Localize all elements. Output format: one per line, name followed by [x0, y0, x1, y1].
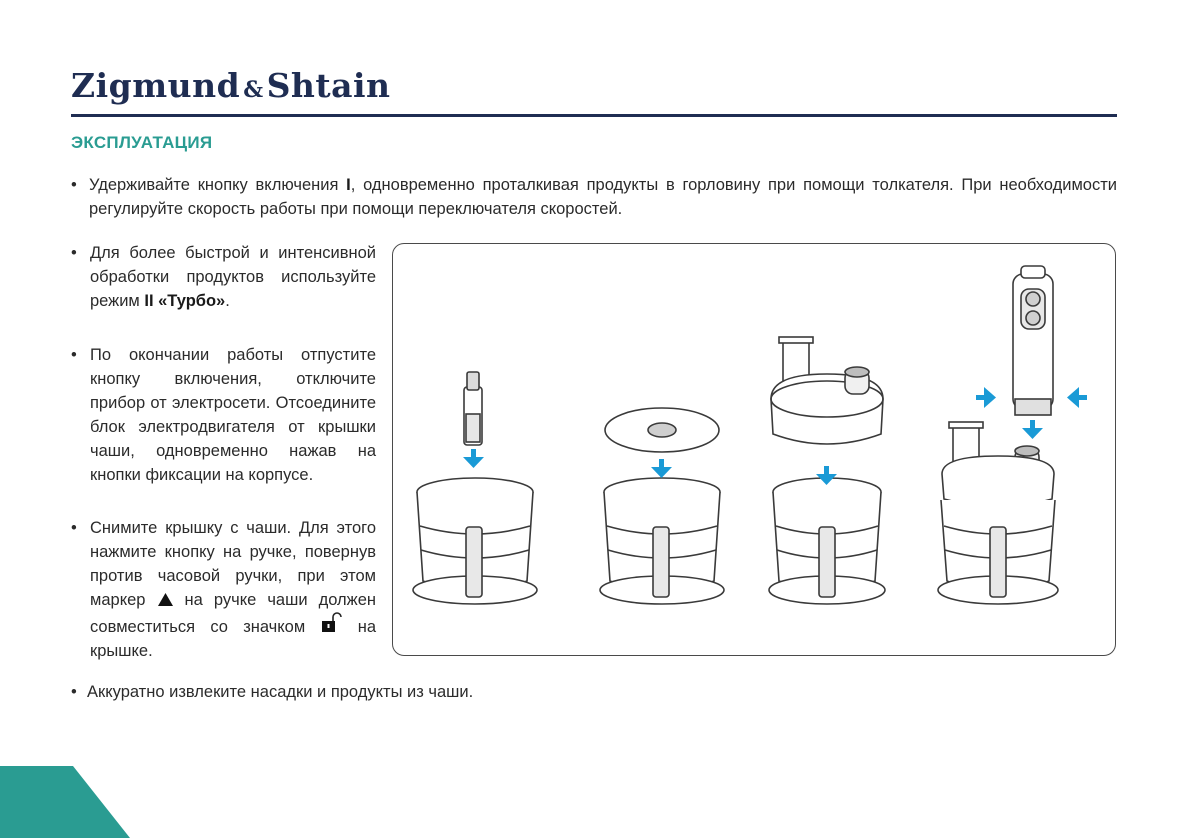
instruction-turbo-mode: [71, 241, 376, 313]
brand-logo: [71, 66, 391, 105]
down-arrow-icon: [651, 459, 672, 478]
brand-ampersand: &: [243, 77, 264, 103]
brand-name-part2: Shtain: [266, 66, 391, 105]
bullet: •: [71, 244, 77, 262]
text-segment: на крышке.: [90, 618, 377, 660]
text-segment: Снимите крышку с чаши. Для этого нажмите кнопку на ручке, повернув против часовой ручки, при этом маркер: [90, 519, 376, 609]
assembled-unit: [938, 266, 1058, 604]
left-arrow-icon: [1067, 387, 1087, 408]
illustration-drawing: [393, 244, 1117, 657]
bullet: •: [71, 683, 77, 701]
down-arrow-icon: [1022, 420, 1043, 439]
right-arrow-icon: [976, 387, 996, 408]
section-title: ЭКСПЛУАТАЦИЯ: [71, 133, 213, 152]
instruction-text: [90, 516, 376, 663]
bullet: •: [71, 346, 77, 364]
text-segment: Для более быстрой и интенсивной обработки продуктов используйте режим: [90, 244, 376, 310]
bullet: •: [71, 176, 77, 194]
instruction-text: [90, 241, 376, 313]
instruction-remove-attachments: [71, 680, 473, 704]
instruction-finish-work: [71, 343, 376, 487]
bowl-with-disc: [600, 408, 724, 604]
bullet: •: [71, 519, 77, 537]
instruction-text: По окончании работы отпустите кнопку включения, отключите прибор от электросети. Отсоедините блок электродвигателя от крышки чаши, одновременно нажав на кнопки фиксации на корпусе.: [90, 346, 376, 484]
header-rule: [71, 114, 1117, 117]
text-segment: на ручке чаши должен совместиться со значком: [90, 591, 376, 636]
text-segment: Удерживайте кнопку включения: [89, 176, 347, 194]
assembly-illustration: [392, 243, 1116, 656]
instruction-hold-button: [71, 173, 1117, 221]
instruction-remove-lid: [71, 516, 376, 663]
instruction-text: Аккуратно извлеките насадки и продукты из чаши.: [87, 683, 474, 701]
text-segment: .: [225, 292, 230, 310]
bowl-with-shaft: [413, 372, 537, 604]
down-arrow-icon: [463, 449, 484, 468]
unlock-icon: [320, 612, 342, 634]
corner-decoration: [0, 766, 130, 838]
brand-name-part1: Zigmund: [71, 66, 241, 105]
text-segment: , одновременно проталкивая продукты в горловину при помощи толкателя. При необходимости регулируйте скорость работы при помощи переключателя скоростей.: [89, 176, 1117, 218]
mode-label: II «Турбо»: [144, 292, 226, 310]
instruction-text: [89, 173, 1117, 221]
mode-label: I: [346, 176, 351, 194]
triangle-marker-icon: [157, 592, 174, 607]
